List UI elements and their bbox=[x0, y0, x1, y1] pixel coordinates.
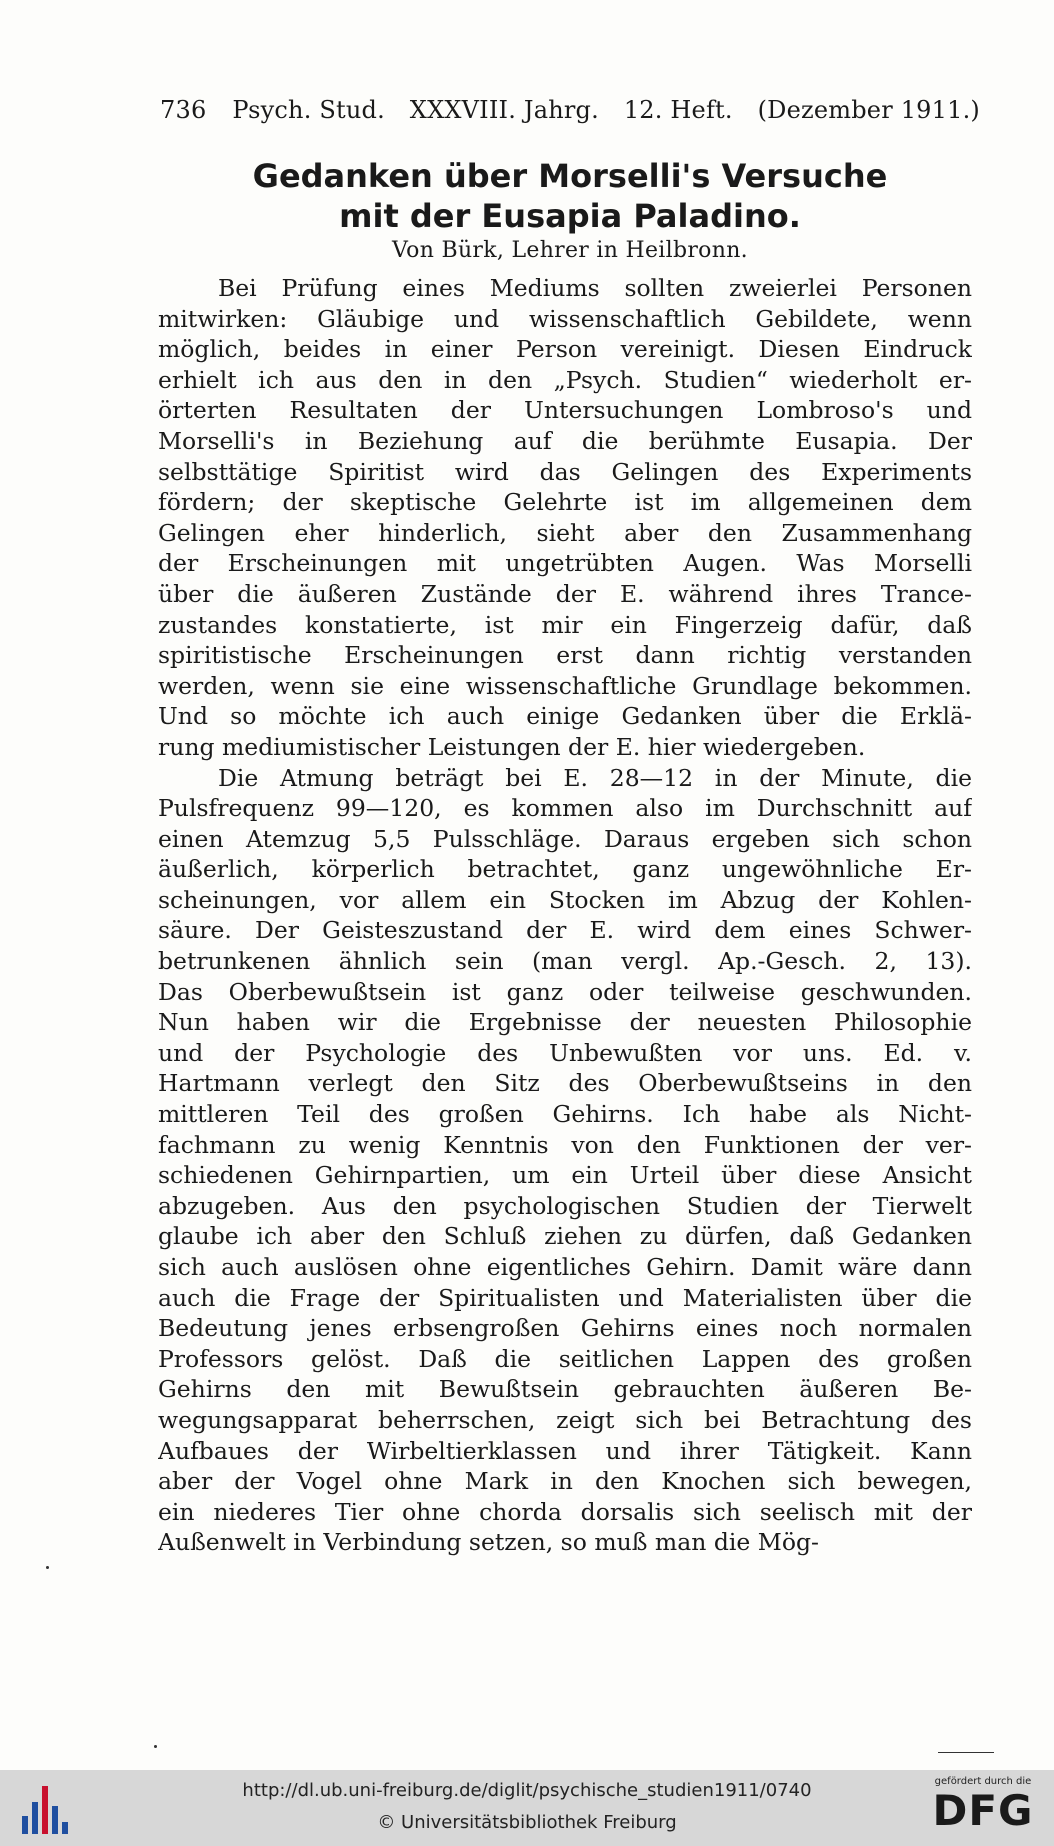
text-line: Aufbaues der Wirbeltierklassen und ihrer Tätigkeit. Kann bbox=[158, 1436, 972, 1465]
text-line: Gelingen eher hinderlich, sieht aber den Zusammenhang bbox=[158, 518, 972, 547]
text-line: und der Psychologie des Unbewußten vor uns. Ed. v. bbox=[158, 1038, 972, 1067]
text-line: sich auch auslösen ohne eigentliches Gehirn. Damit wäre dann bbox=[158, 1253, 972, 1281]
article-title-line-2: mit der Eusapia Paladino. bbox=[339, 197, 801, 235]
text-line: glaube ich aber den Schluß ziehen zu dürfen, daß Gedanken bbox=[158, 1222, 972, 1251]
journal-name: Psych. Stud. bbox=[232, 96, 385, 124]
journal-reference bbox=[232, 96, 980, 124]
dfg-logo bbox=[920, 1776, 1046, 1842]
text-line: betrunkenen ähnlich sein (man vergl. Ap.-Gesch. 2, 13). bbox=[158, 947, 972, 976]
text-line: Gehirns den mit Bewußtsein gebrauchten äußeren Be- bbox=[158, 1375, 972, 1404]
text-line: örterten Resultaten der Untersuchungen Lombroso's und bbox=[158, 396, 972, 425]
running-head bbox=[160, 96, 980, 124]
copyright-notice: © Universitätsbibliothek Freiburg bbox=[377, 1812, 677, 1833]
text-line: wegungsapparat beherrschen, zeigt sich bei Betrachtung des bbox=[158, 1405, 972, 1434]
text-line: erhielt ich aus den in den „Psych. Studien“ wiederholt er- bbox=[158, 365, 972, 394]
journal-date: (Dezember 1911.) bbox=[757, 96, 980, 124]
library-footer bbox=[0, 1770, 1054, 1846]
text-line: abzugeben. Aus den psychologischen Studien der Tierwelt bbox=[158, 1191, 972, 1220]
page-number: 736 bbox=[160, 96, 207, 124]
text-line: zustandes konstatierte, ist mir ein Fingerzeig dafür, daß bbox=[158, 610, 972, 639]
text-line: selbsttätige Spiritist wird das Gelingen des Experiments bbox=[158, 457, 972, 486]
text-line: einen Atemzug 5,5 Pulsschläge. Daraus ergeben sich schon bbox=[158, 824, 972, 853]
text-line: ein niederes Tier ohne chorda dorsalis sich seelisch mit der bbox=[158, 1497, 972, 1526]
article-title-line-1: Gedanken über Morselli's Versuche bbox=[252, 157, 888, 195]
margin-mark bbox=[154, 1745, 157, 1748]
text-line: Professors gelöst. Daß die seitlichen Lappen des großen bbox=[158, 1344, 972, 1373]
margin-mark bbox=[46, 1566, 49, 1569]
text-line: Bei Prüfung eines Mediums sollten zweierlei Personen bbox=[218, 274, 972, 302]
text-line: möglich, beides in einer Person vereinigt. Diesen Eindruck bbox=[158, 335, 972, 364]
sponsor-note: gefördert durch die bbox=[934, 1776, 1032, 1787]
text-line: der Erscheinungen mit ungetrübten Augen. Was Morselli bbox=[158, 549, 972, 578]
text-line: rung mediumistischer Leistungen der E. hier wiedergeben. bbox=[158, 732, 866, 761]
article-body bbox=[158, 273, 972, 1558]
text-line: werden, wenn sie eine wissenschaftliche Grundlage bekommen. bbox=[158, 671, 972, 700]
text-line: Die Atmung beträgt bei E. 28—12 in der Minute, die bbox=[218, 763, 972, 792]
text-line: Außenwelt in Verbindung setzen, so muß man die Mög- bbox=[158, 1528, 819, 1557]
text-line: Hartmann verlegt den Sitz des Oberbewußtseins in den bbox=[158, 1069, 972, 1098]
text-line: Und so möchte ich auch einige Gedanken über die Erklä- bbox=[158, 702, 972, 731]
text-line: mitwirken: Gläubige und wissenschaftlich Gebildete, wenn bbox=[158, 304, 972, 333]
journal-issue: 12. Heft. bbox=[623, 96, 733, 124]
text-line: über die äußeren Zustände der E. während ihres Trance- bbox=[158, 579, 972, 608]
journal-volume: XXXVIII. Jahrg. bbox=[409, 96, 599, 124]
text-line: Pulsfrequenz 99—120, es kommen also im Durchschnitt auf bbox=[158, 794, 972, 823]
article-byline: Von Bürk, Lehrer in Heilbronn. bbox=[392, 238, 748, 263]
text-line: fachmann zu wenig Kenntnis von den Funktionen der ver- bbox=[158, 1130, 972, 1159]
text-line: fördern; der skeptische Gelehrte ist im allgemeinen dem bbox=[158, 488, 972, 517]
text-line: Nun haben wir die Ergebnisse der neuesten Philosophie bbox=[158, 1008, 972, 1037]
dfg-logo-mark: DFG bbox=[932, 1786, 1034, 1835]
text-line: schiedenen Gehirnpartien, um ein Urteil über diese Ansicht bbox=[158, 1161, 972, 1190]
text-line: äußerlich, körperlich betrachtet, ganz ungewöhnliche Er- bbox=[158, 855, 972, 884]
text-line: Morselli's in Beziehung auf die berühmte Eusapia. Der bbox=[158, 426, 972, 455]
footer-rule bbox=[938, 1752, 994, 1753]
text-line: säure. Der Geisteszustand der E. wird dem eines Schwer- bbox=[158, 916, 972, 945]
text-line: Das Oberbewußtsein ist ganz oder teilweise geschwunden. bbox=[158, 977, 972, 1006]
article-title bbox=[160, 156, 980, 236]
text-line: Bedeutung jenes erbsengroßen Gehirns eines noch normalen bbox=[158, 1314, 972, 1343]
permalink-url[interactable]: http://dl.ub.uni-freiburg.de/diglit/psychische_studien1911/0740 bbox=[242, 1780, 812, 1801]
text-line: scheinungen, vor allem ein Stocken im Abzug der Kohlen- bbox=[158, 885, 972, 914]
text-line: spiritistische Erscheinungen erst dann richtig verstanden bbox=[158, 641, 972, 670]
text-line: auch die Frage der Spiritualisten und Materialisten über die bbox=[158, 1283, 972, 1312]
text-line: mittleren Teil des großen Gehirns. Ich habe als Nicht- bbox=[158, 1100, 972, 1129]
text-line: aber der Vogel ohne Mark in den Knochen sich bewegen, bbox=[158, 1467, 972, 1496]
